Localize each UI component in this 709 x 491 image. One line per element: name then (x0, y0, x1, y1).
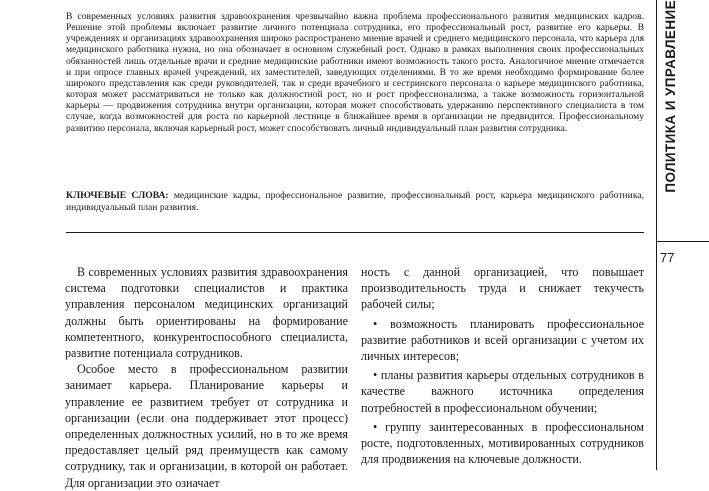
page-number: 77 (660, 250, 675, 265)
abstract-text: В современных условиях развития здравоохранения чрезвычайно важна проблема профессионального развития медицинских кадров. Решение этой проблемы включает развитие личного потенциала сотрудника, его профессиональный рост, развитие его карьеры. В учреждениях и организациях здравоохранения широко распространено мнение врачей и среднего медицинского персонала, что карьера для медицинского работника нужна, но она обозначает в основном служебный рост. Однако в рамках выполнения своих профессиональных обязанностей лишь отдельные врачи и средние медицинские работники имеют возможность такого роста. Аналогичное мнение отмечается и при опросе главных врачей учреждений, их заместителей, заведующих отделениями. В то же время необходимо формирование более широкого представления как среди руководителей, так и среди врачебного и сестринского персонала о карьере медицинского работника, которая может рассматриваться не только как должностной рост, но и рост профессионализма, а также возможность горизонтальной карьеры — продвижения сотрудника внутри организации, которая может способствовать удержанию перспективного специалиста в том случае, когда возможностей для роста по карьерной лестнице в ближайшее время в организации не предвидится. Профессиональному развитию персонала, включая карьерный рост, может способствовать личный индивидуальный план развития сотрудника. (66, 11, 644, 134)
body-paragraph: В современных условиях развития здравоохранения система подготовки специалистов и практика управления персоналом медицинских организаций должны быть ориентированы на формирование компетентного, конкурентоспособного специалиста, развитие потенциала сотрудников. (65, 265, 348, 361)
running-section-title (660, 0, 680, 193)
bullet-item: • группу заинтересованных в профессиональном росте, подготовленных, мотивированных сотрудников для продвижения на ключевые должности. (361, 419, 644, 467)
keywords (66, 190, 644, 214)
divider-rule (66, 232, 644, 233)
body-paragraph: Особое место в профессиональном развитии занимает карьера. Планирование карьеры и управление ее развитием требует от сотрудника и организации (если она поддерживает этот процесс) определенных должностных усилий, но в то же время предоставляет целый ряд преимуществ как самому сотруднику, так и организации, в которой он работает. Для организации это означает (65, 362, 348, 490)
body-column-right (361, 264, 644, 467)
page-number-rule (656, 241, 709, 242)
bullet-item: • возможность планировать профессиональное развитие работников и всей организации с учетом их личных интересов; (361, 316, 644, 364)
bullet-item: • планы развития карьеры отдельных сотрудников в качестве важного источника определения потребностей в профессиональном обучении; (361, 368, 644, 415)
keywords-text: медицинские кадры, профессиональное развитие, профессиональный рост, карьера медицинского работника, индивидуальный план развития. (66, 190, 644, 213)
keywords-label: КЛЮЧЕВЫЕ СЛОВА: (66, 190, 169, 201)
body-column-left (65, 264, 348, 491)
body-paragraph-continuation: ность с данной организацией, что повышает производительность труда и снижает текучесть рабочей силы; (361, 265, 644, 312)
sidebar-border (656, 0, 657, 470)
section-title-text: ПОЛИТИКА И УПРАВЛЕНИЕ (662, 0, 678, 193)
